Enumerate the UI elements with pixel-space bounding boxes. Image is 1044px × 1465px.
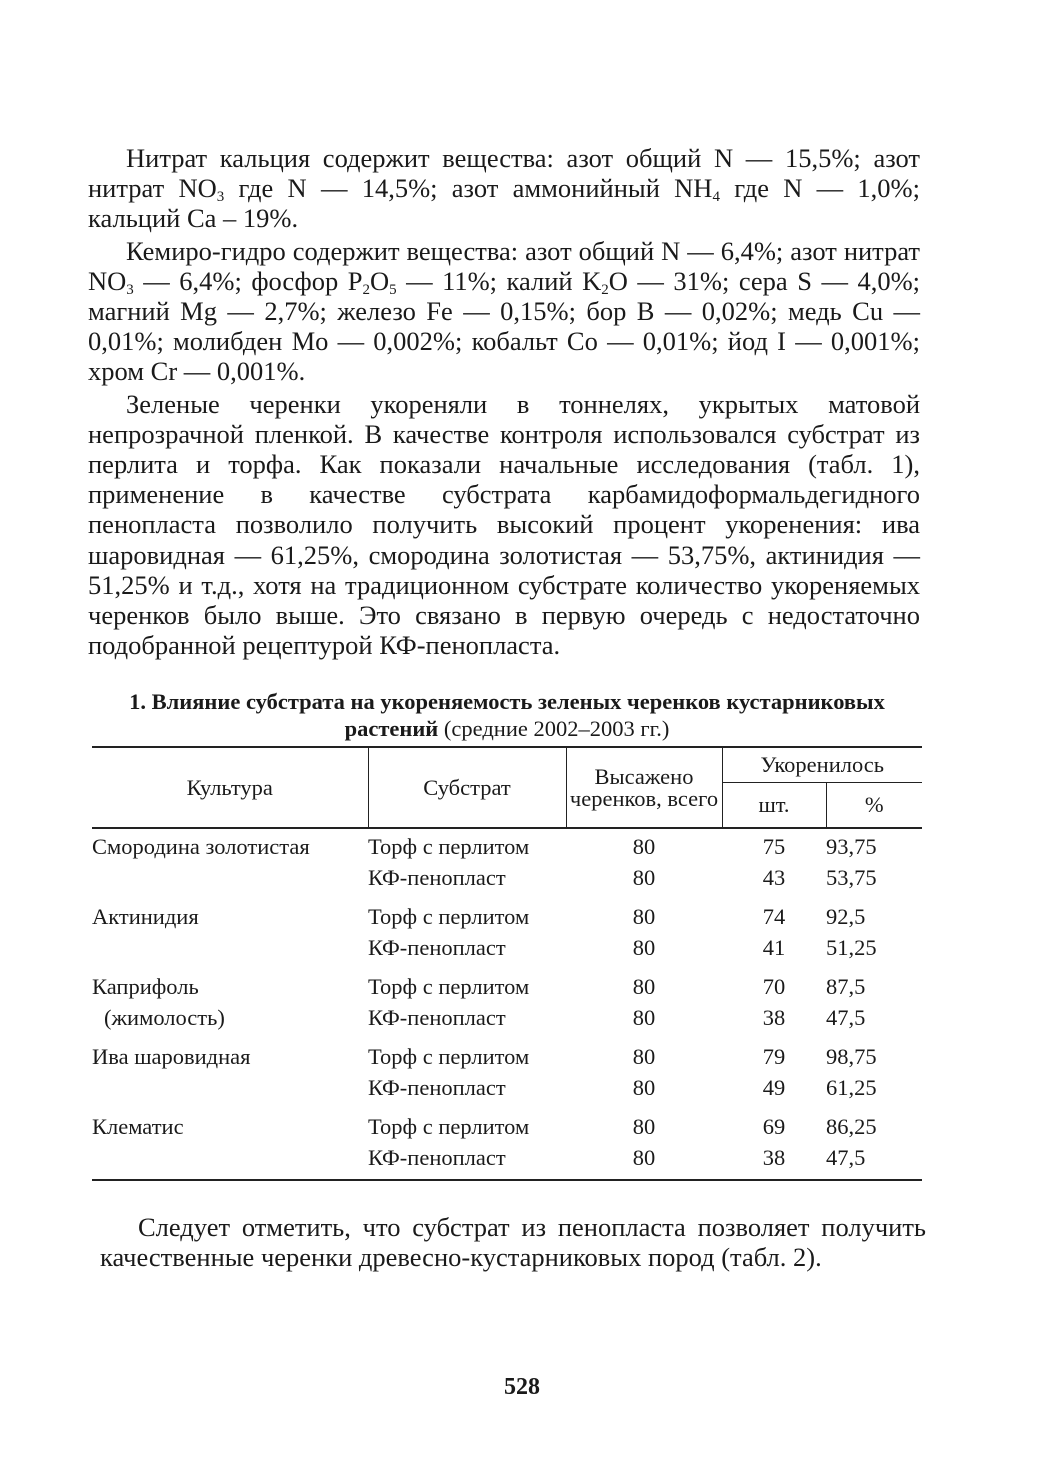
cell-pct: 61,25 bbox=[826, 1075, 877, 1100]
cell-planted: 80 bbox=[632, 865, 656, 890]
cell-planted: 80 bbox=[632, 834, 656, 859]
table-row bbox=[92, 828, 922, 862]
cell-crop: (жимолость) bbox=[104, 1005, 225, 1030]
cell-crop: Клематис bbox=[92, 1114, 184, 1139]
cell-substrate: КФ-пенопласт bbox=[368, 1005, 506, 1030]
cell-substrate: КФ-пенопласт bbox=[368, 935, 506, 960]
header-substrate: Субстрат bbox=[368, 747, 566, 828]
table-row bbox=[92, 1072, 922, 1109]
cell-pct: 53,75 bbox=[826, 865, 877, 890]
bottom-text-block bbox=[100, 1212, 926, 1272]
table-caption-title: 1. Влияние субстрата на укореняемость зеленых черенков кустарниковых растений bbox=[129, 689, 885, 741]
cell-planted: 80 bbox=[632, 904, 656, 929]
cell-crop bbox=[92, 862, 368, 899]
cell-pcs: 41 bbox=[762, 935, 786, 960]
text-run: O — 31%; сера S — 4,0%; магний Mg — 2,7%; железо Fe — 0,15%; бор B — 0,02%; медь Cu — 0,01%; молибден Mo — 0,002%; кобальт Co — 0,01%; йод I — 0,001%; хром Cr — 0,001%. bbox=[88, 265, 921, 387]
subscript: 5 bbox=[389, 281, 397, 298]
header-rooted-pct: % bbox=[826, 783, 922, 829]
text-run: Кемиро-гидро содержит вещества: азот общий N — 6,4%; азот нитрат NO bbox=[88, 235, 920, 296]
table-row bbox=[92, 899, 922, 932]
top-text-block bbox=[88, 143, 920, 660]
cell-planted: 80 bbox=[632, 1145, 656, 1170]
cell-crop: Актинидия bbox=[92, 904, 199, 929]
cell-pcs: 69 bbox=[762, 1114, 786, 1139]
cell-pcs: 74 bbox=[762, 904, 786, 929]
cell-crop: Каприфоль bbox=[92, 974, 199, 999]
cell-pcs: 38 bbox=[762, 1145, 786, 1170]
subscript: 3 bbox=[216, 189, 225, 206]
cell-pct: 47,5 bbox=[826, 1145, 866, 1170]
table-caption bbox=[92, 688, 922, 742]
subscript: 4 bbox=[712, 189, 720, 206]
cell-substrate: Торф с перлитом bbox=[368, 1114, 530, 1139]
cell-pct: 93,75 bbox=[826, 834, 877, 859]
subscript: 2 bbox=[362, 281, 370, 298]
text-run: где N — 1,0%; кальций Ca – 19%. bbox=[88, 173, 920, 234]
cell-pct: 51,25 bbox=[826, 935, 877, 960]
header-planted: Высажено черенков, всего bbox=[566, 747, 722, 828]
text-run: — 11%; калий K bbox=[396, 265, 602, 296]
header-rooted: Укоренилось bbox=[722, 747, 922, 783]
cell-substrate: Торф с перлитом bbox=[368, 904, 530, 929]
cell-pct: 86,25 bbox=[826, 1114, 877, 1139]
cell-substrate: КФ-пенопласт bbox=[368, 1145, 506, 1170]
paragraph-conclusion: Следует отметить, что субстрат из пенопласта позволяет получить качественные черенки древесно-кустарниковых пород (табл. 2). bbox=[100, 1212, 926, 1273]
header-crop: Культура bbox=[186, 774, 273, 800]
cell-planted: 80 bbox=[632, 974, 656, 999]
cell-pcs: 49 bbox=[762, 1075, 786, 1100]
table-row bbox=[92, 1142, 922, 1180]
paragraph-green-cuttings: Зеленые черенки укореняли в тоннелях, укрытых матовой непрозрачной пленкой. В качестве контроля использовался субстрат из перлита и торфа. Как показали начальные исследования (табл. 1), применение в качестве субстрата карбамидоформальдегидного пенопласта позволило получить высокий процент укоренения: ива шаровидная — 61,25%, смородина золотистая — 53,75%, актинидия — 51,25% и т.д., хотя на традиционном субстрате количество укореняемых черенков было выше. Это связано в первую очередь с недостаточно подобранной рецептурой КФ-пенопласта. bbox=[88, 388, 920, 661]
text-run: где N — 14,5%; азот аммонийный NH bbox=[224, 173, 713, 204]
table-caption-years: (средние 2002–2003 гг.) bbox=[438, 716, 670, 741]
cell-crop: Смородина золотистая bbox=[92, 834, 310, 859]
subscript: 2 bbox=[601, 281, 609, 298]
cell-substrate: Торф с перлитом bbox=[368, 974, 530, 999]
paragraph-calcium-nitrate bbox=[88, 143, 920, 234]
table-row bbox=[92, 932, 922, 969]
cell-planted: 80 bbox=[632, 935, 656, 960]
table-row bbox=[92, 1109, 922, 1142]
cell-substrate: Торф с перлитом bbox=[368, 1044, 530, 1069]
cell-pcs: 70 bbox=[762, 974, 786, 999]
table-row bbox=[92, 969, 922, 1002]
table-row bbox=[92, 1039, 922, 1072]
cell-pcs: 43 bbox=[762, 865, 786, 890]
cell-pcs: 75 bbox=[762, 834, 786, 859]
cell-pct: 47,5 bbox=[826, 1005, 866, 1030]
subscript: 3 bbox=[126, 281, 134, 298]
cell-planted: 80 bbox=[632, 1114, 656, 1139]
cell-planted: 80 bbox=[632, 1075, 656, 1100]
page-number: 528 bbox=[504, 1374, 540, 1400]
cell-pcs: 79 bbox=[762, 1044, 786, 1069]
header-rooted-pcs: шт. bbox=[722, 783, 826, 829]
cell-substrate: Торф с перлитом bbox=[368, 834, 530, 859]
cell-crop bbox=[92, 1142, 368, 1180]
table-row bbox=[92, 1002, 922, 1039]
cell-pcs: 38 bbox=[762, 1005, 786, 1030]
cell-substrate: КФ-пенопласт bbox=[368, 865, 506, 890]
cell-substrate: КФ-пенопласт bbox=[368, 1075, 506, 1100]
cell-pct: 98,75 bbox=[826, 1044, 877, 1069]
cell-pct: 87,5 bbox=[826, 974, 866, 999]
text-run: Нитрат кальция содержит вещества: азот общий N — 15,5%; азот нитрат NO bbox=[88, 143, 920, 204]
text-run: O bbox=[369, 265, 390, 296]
table-row bbox=[92, 862, 922, 899]
paragraph-kemira-hydro bbox=[88, 236, 920, 387]
rooting-table bbox=[92, 746, 922, 1181]
cell-crop: Ива шаровидная bbox=[92, 1044, 251, 1069]
cell-planted: 80 bbox=[632, 1044, 656, 1069]
cell-crop bbox=[92, 1072, 368, 1109]
cell-pct: 92,5 bbox=[826, 904, 866, 929]
text-run: — 6,4%; фосфор P bbox=[133, 265, 363, 296]
cell-planted: 80 bbox=[632, 1005, 656, 1030]
cell-crop bbox=[92, 932, 368, 969]
